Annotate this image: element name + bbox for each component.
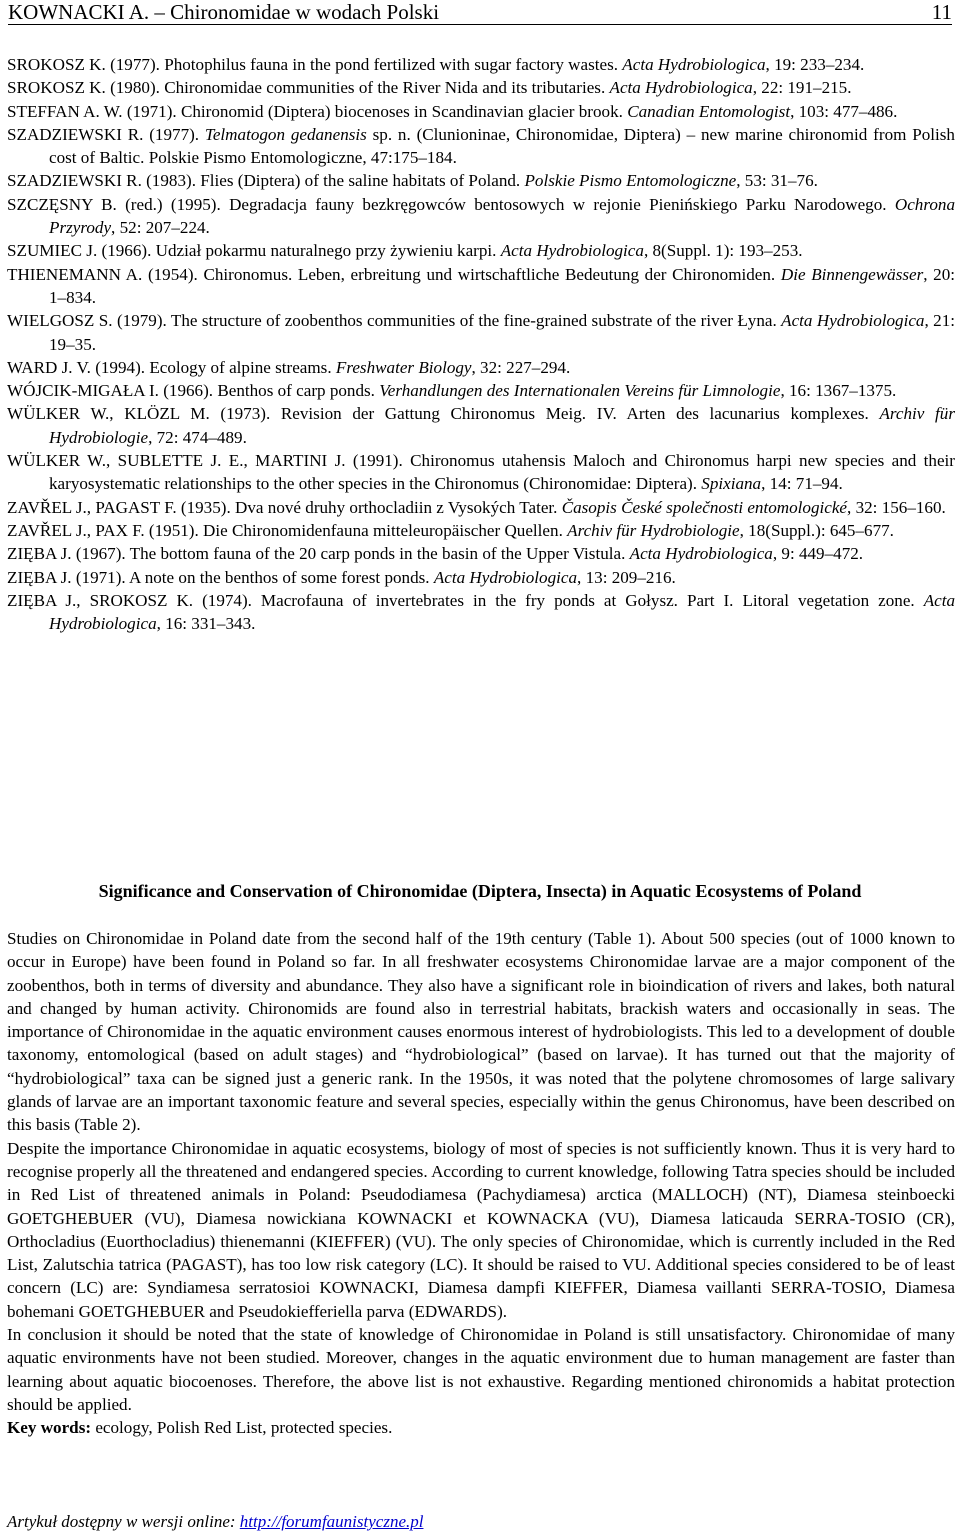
reference-volume-pages: , 16: 1367–1375. [780,381,897,401]
reference-journal: Polskie Pismo Entomologiczne [524,171,737,191]
reference-text: (1977). [143,124,205,144]
reference-volume-pages: sp. n. (Clunioninae, Chironomidae, Diptera) – new marine chironomid from Polish cost of Baltic. Polskie Pismo Entomologiczne, 47:175–184. [49,124,955,168]
reference-journal: Die Binnengewässer [780,264,924,284]
reference-author: SROKOSZ K. [7,55,106,74]
reference-text: (1980). Chironomidae communities of the River Nida and its tributaries. [105,78,610,98]
paragraph-3: In conclusion it should be noted that the state of knowledge of Chironomidae in Poland is still unsatisfactory. Chironomidae of many aquatic environments have not been studied. Moreover, changes in the aquatic environment due to human management are faster than learning about aquatic biocoenoses. Therefore, the above list is not exhaustive. Regarding mentioned chironomids a habitat protection should be applied. [7,1325,955,1414]
footer [7,1511,423,1533]
keywords-text: ecology, Polish Red List, protected species. [91,1418,393,1438]
reference-journal: Acta Hydrobiologica [781,311,925,331]
page-number: 11 [931,0,952,24]
reference-volume-pages: , 21: 19–35. [49,311,956,354]
reference-text: (1966). Benthos of carp ponds. [158,381,380,401]
reference-author: ZIĘBA J. [7,544,72,564]
reference-journal: Ochrona Przyrody [49,194,956,238]
reference-author: WIELGOSZ S. [7,311,113,331]
reference-author: WARD J. V. [7,357,91,377]
reference-author: SZADZIEWSKI R. [7,124,144,144]
reference-author: SZUMIEC J. [7,241,98,261]
reference-item [7,542,955,565]
reference-item [7,402,955,449]
reference-item [7,169,955,192]
reference-volume-pages: , 9: 449–472. [772,544,864,564]
reference-journal: Časopis České společnosti entomologické [561,497,848,517]
reference-volume-pages: , 32: 156–160. [847,497,946,517]
section-title: Significance and Conservation of Chironomidae (Diptera, Insecta) in Aquatic Ecosystems of Poland [98,881,862,901]
reference-author: WÜLKER W., SUBLETTE J. E., MARTINI J. [7,451,346,471]
reference-author: WÓJCIK-MIGAŁA I. [7,381,159,401]
reference-journal: Acta Hydrobiologica [622,55,766,74]
reference-item [7,496,955,519]
running-title: KOWNACKI A. – Chironomidae w wodach Polski [8,0,440,24]
reference-author: STEFFAN A. W. [7,101,123,121]
reference-text: (1994). Ecology of alpine streams. [90,357,336,377]
reference-text: (1971). Chironomid (Diptera) biocenoses in Scandinavian glacier brook. [122,101,628,121]
reference-volume-pages: , 20: 1–834. [49,264,956,307]
reference-text: (1977). Photophilus fauna in the pond fertilized with sugar factory wastes. [105,55,623,74]
reference-list [7,53,955,635]
reference-volume-pages: , 14: 71–94. [761,474,843,494]
reference-text: (1983). Flies (Diptera) of the saline habitats of Poland. [141,171,525,191]
reference-journal: Acta Hydrobiologica [433,567,578,587]
paragraph-1: Studies on Chironomidae in Poland date from the second half of the 19th century (Table 1). About 500 species (out of 1000 known to occur in Europe) have been found in Poland so far. In all freshwater ecosystems Chironomidae larvae are a major component of the zoobenthos, both in terms of diversity and abundance. They also have a significant role in bioindication of rivers and lakes, both natural and changed by human activity. Chironomids are found also in terrestrial habitats, brackish waters and occasionally in seas. The importance of Chironomidae in the aquatic environment causes enormous interest of hydrobiologists. This led to a development of double taxonomy, entomological (based on adult stages) and “hydrobiological” (based on larvae). It has turned out that the majority of “hydrobiological” taxa can be signed just a generic rank. In the 1950s, it was noted that the polytene chromosomes of large salivary glands of larvae are an important taxonomic feature and several species, especially within the genus Chironomus, have been described on this basis (Table 2). [7,929,955,1135]
reference-author: ZIĘBA J., SROKOSZ K. [7,590,194,610]
keywords [7,1416,955,1439]
reference-item [7,589,955,636]
reference-text: (1971). A note on the benthos of some forest ponds. [71,567,434,587]
reference-journal: Archiv für Hydrobiologie [567,520,740,540]
reference-author: SZCZĘSNY B. [7,194,117,214]
footer-label: Artykuł dostępny w wersji online: [7,1512,240,1531]
reference-journal: Acta Hydrobiologica [500,241,644,261]
reference-volume-pages: , 8(Suppl. 1): 193–253. [643,241,803,261]
reference-volume-pages: , 103: 477–486. [790,101,898,121]
reference-item [7,100,955,123]
reference-item [7,53,955,76]
reference-item [7,449,955,496]
reference-volume-pages: , 16: 331–343. [156,614,256,634]
reference-text: (1966). Udział pokarmu naturalnego przy żywieniu karpi. [97,241,501,261]
reference-journal: Acta Hydrobiologica [629,544,773,564]
reference-journal: Telmatogon gedanensis [204,124,367,144]
reference-text: (1991). Chironomus utahensis Maloch and Chironomus harpi new species and their karyosystematic relationships to the other species in the Chironomus (Chironomidae: Diptera). [49,451,955,494]
reference-volume-pages: , 53: 31–76. [736,171,818,191]
reference-journal: Freshwater Biology [335,357,472,377]
reference-volume-pages: , 13: 209–216. [577,567,676,587]
reference-item [7,76,955,99]
reference-volume-pages: , 19: 233–234. [765,55,865,74]
reference-volume-pages: , 22: 191–215. [752,78,852,98]
paragraph-2: Despite the importance Chironomidae in aquatic ecosystems, biology of most of species is not sufficiently known. Thus it is very hard to recognise properly all the threatened and endangered species. According to current knowledge, following Tatra species should be included in Red List of threatened animals in Poland: Pseudodiamesa (Pachydiamesa) arctica (MALLOCH) (NT), Diamesa steinboecki GOETGHEBUER (VU), Diamesa nowickiana KOWNACKI et KOWNACKA (VU), Diamesa laticauda SERRA-TOSIO (CR), Orthocladius (Euorthocladius) thienemanni (KIEFFER) (VU). The only species of Chironomidae, which is currently included in the Red List, Zalutschia tatrica (PAGAST), has too low risk category (LC). It should be raised to VU. Additional species considered to be of least concern (LC) are: Syndiamesa serratosioi KOWNACKI, Diamesa dampfi KIEFFER, Diamesa vaillanti SERRA-TOSIO, Diamesa bohemani GOETGHEBUER and Pseudokiefferiella parva (EDWARDS). [7,1138,955,1321]
reference-journal: Canadian Entomologist [627,101,791,121]
reference-item [7,309,955,356]
reference-author: SROKOSZ K. [7,78,106,98]
reference-journal: Archiv für Hydrobiologie [49,404,955,447]
reference-item [7,123,955,170]
reference-author: SZADZIEWSKI R. [7,171,142,191]
reference-text: (1973). Revision der Gattung Chironomus Meig. IV. Arten des lacunarius komplexes. [209,404,880,424]
reference-journal: Spixiana [701,474,762,494]
reference-author: ZAVŘEL J., PAGAST F. [7,497,177,517]
reference-item [7,356,955,379]
reference-text: (1951). Die Chironomidenfauna mitteleuropäischer Quellen. [144,520,568,540]
reference-item [7,379,955,402]
reference-journal: Acta Hydrobiologica [609,78,753,98]
reference-item [7,263,955,310]
reference-text: (1974). Macrofauna of invertebrates in the fry ponds at Gołysz. Part I. Litoral vegetation zone. [193,590,924,610]
reference-volume-pages: , 32: 227–294. [471,357,571,377]
reference-journal: Acta Hydrobiologica [49,590,956,634]
reference-item [7,566,955,589]
reference-text: (1935). Dva nové druhy orthocladiin z Vysokých Tater. [176,497,562,517]
reference-author: THIENEMANN A. [7,264,143,284]
reference-volume-pages: , 72: 474–489. [148,427,247,447]
summary-body [7,927,955,1440]
reference-author: WÜLKER W., KLÖZL M. [7,404,210,424]
reference-text: (1954). Chironomus. Leben, erbreitung und wirtschaftliche Bedeutung der Chironomiden. [142,264,781,284]
reference-author: ZIĘBA J. [7,567,72,587]
reference-item [7,239,955,262]
reference-text: (red.) (1995). Degradacja fauny bezkręgowców bentosowych w rejonie Pienińskiego Parku Narodowego. [116,194,895,214]
reference-journal: Verhandlungen des Internationalen Vereins für Limnologie [379,381,781,401]
reference-author: ZAVŘEL J., PAX F. [7,520,145,540]
running-header [8,0,952,25]
reference-item [7,193,955,240]
footer-link[interactable]: http://forumfaunistyczne.pl [239,1512,424,1531]
reference-text: (1967). The bottom fauna of the 20 carp ponds in the basin of the Upper Vistula. [71,544,630,564]
reference-volume-pages: , 52: 207–224. [111,218,210,238]
reference-text: (1979). The structure of zoobenthos communities of the fine-grained substrate of the river Łyna. [112,311,782,331]
reference-volume-pages: , 18(Suppl.): 645–677. [739,520,894,540]
reference-item [7,519,955,542]
keywords-label: Key words: [7,1418,92,1438]
